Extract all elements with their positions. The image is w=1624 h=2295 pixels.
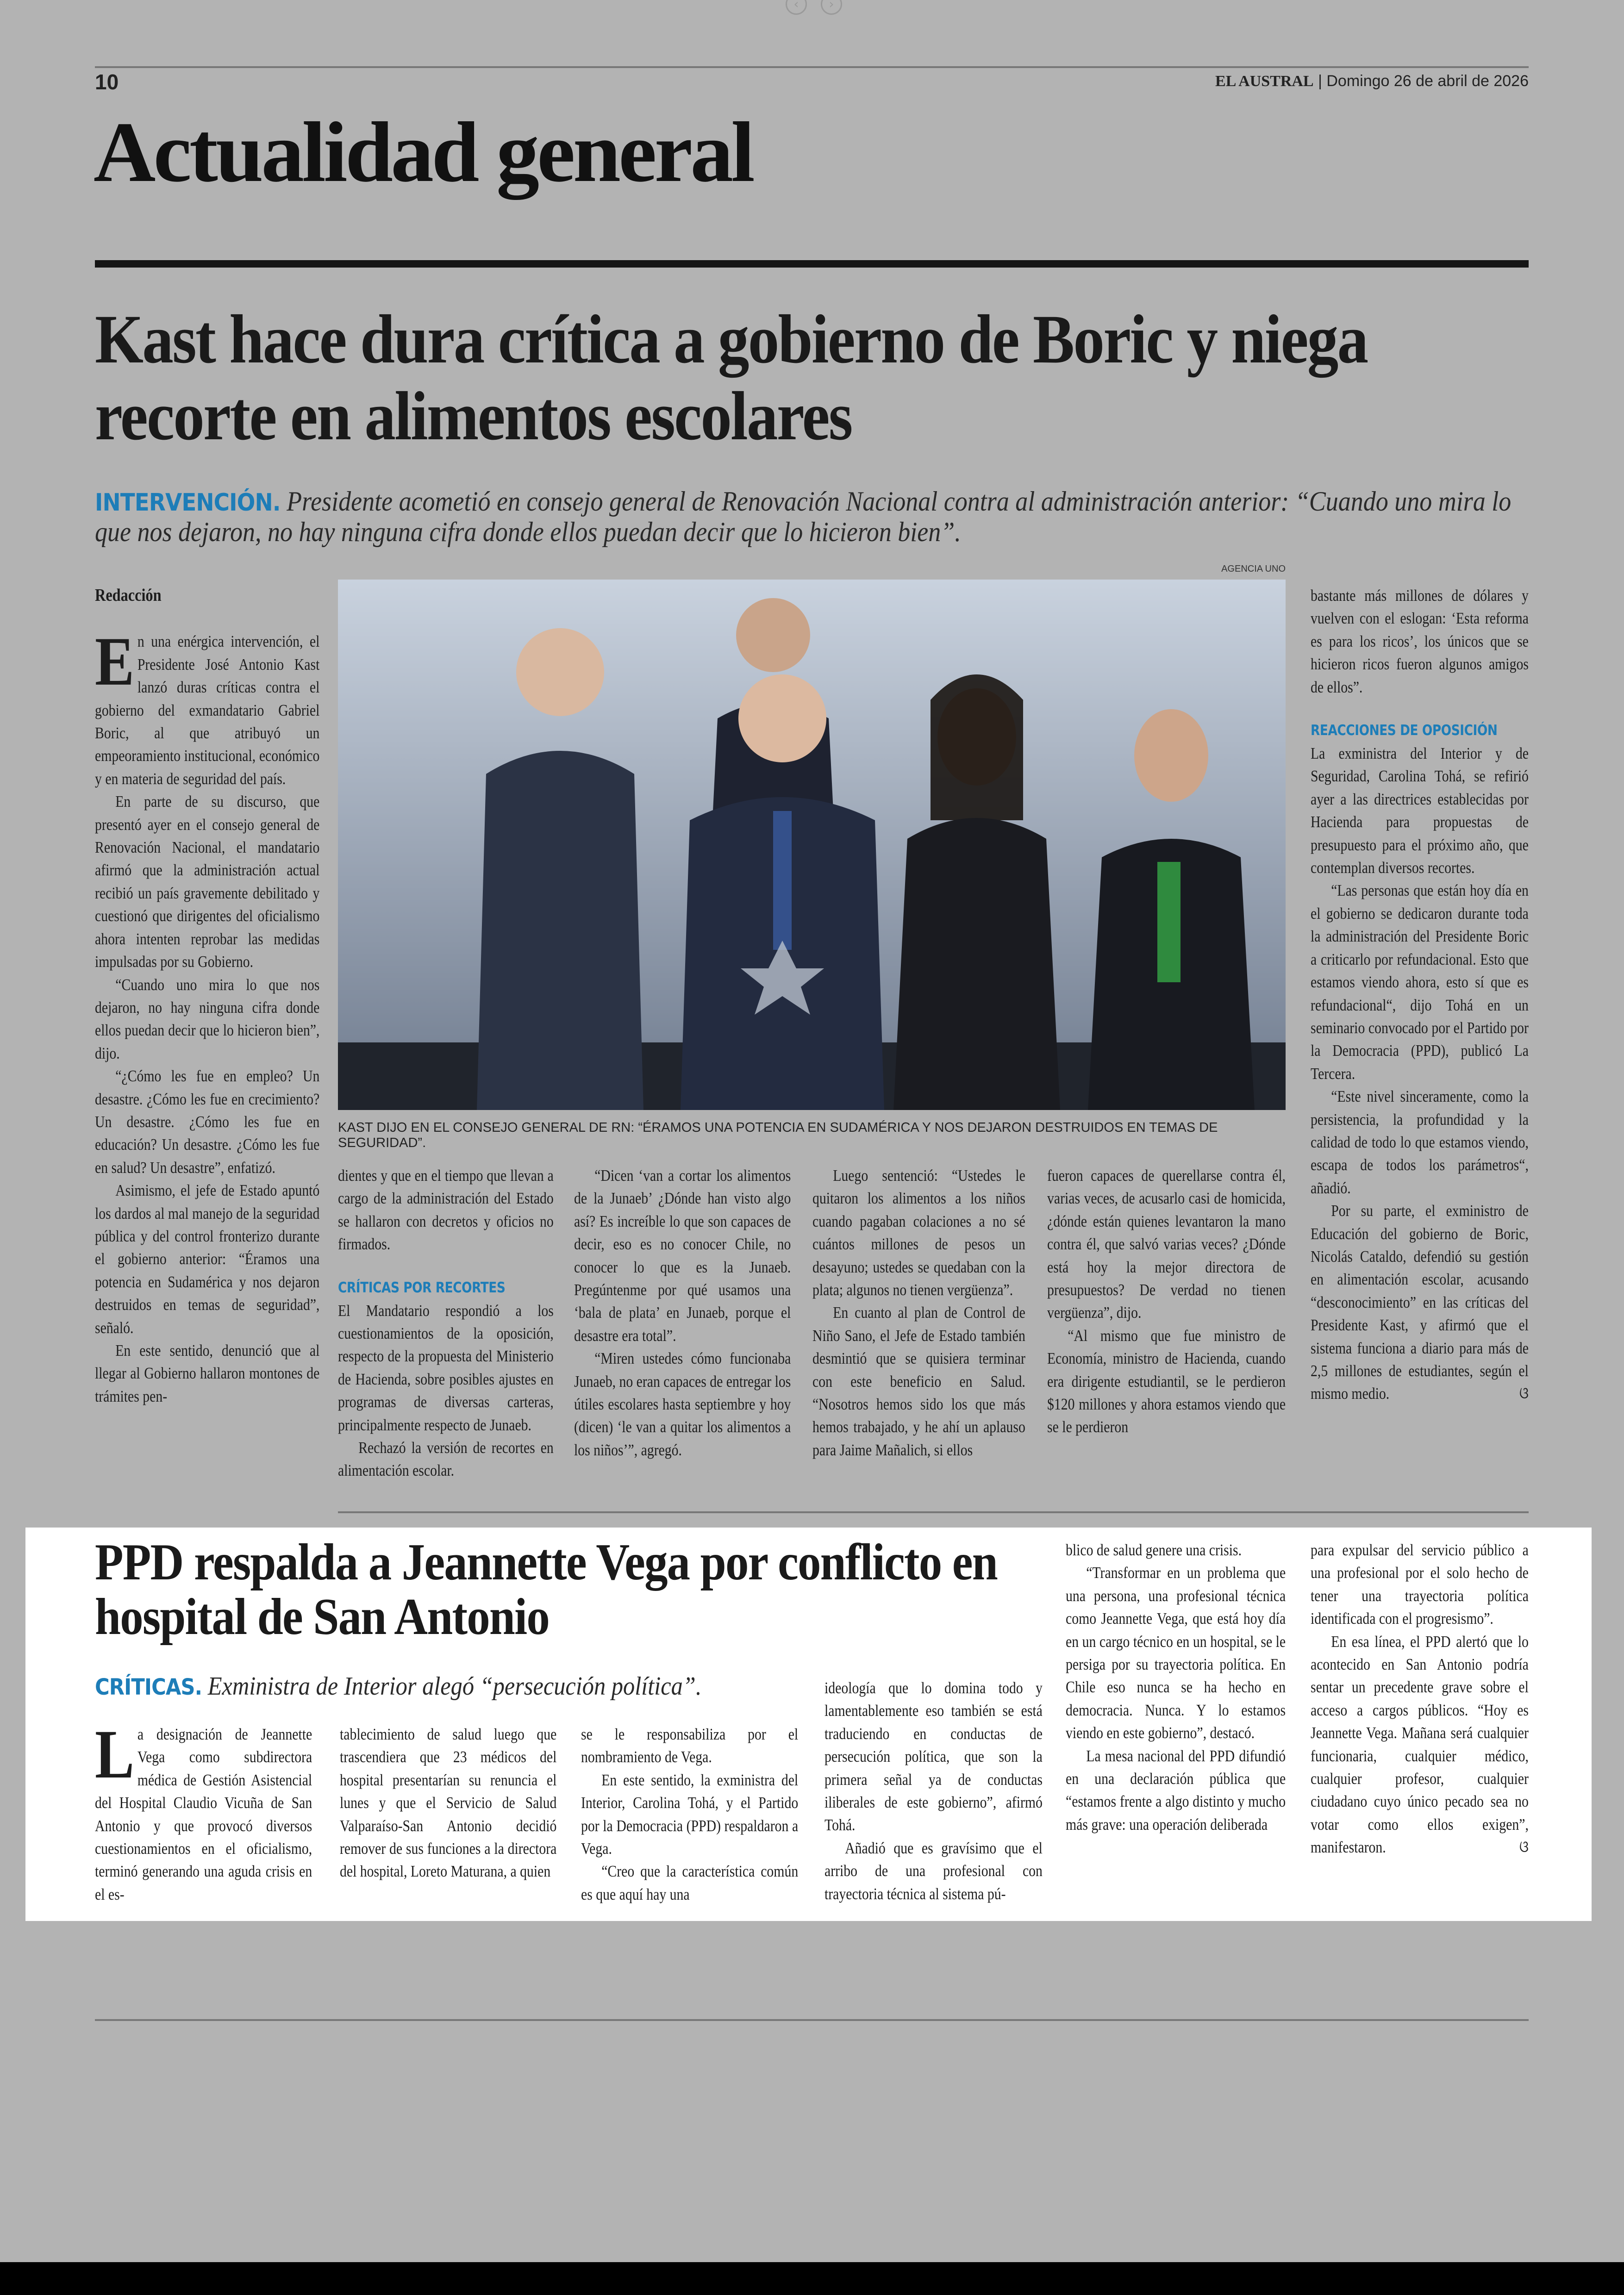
article2-column-3: [581, 1723, 798, 1906]
paragraph: [1311, 1630, 1529, 1859]
end-of-article-icon: ଓ: [1519, 1839, 1529, 1856]
paper-name: EL AUSTRAL: [1215, 73, 1314, 90]
paragraph: [1047, 1324, 1286, 1439]
paragraph-text: blico de salud genere una crisis.: [1066, 1541, 1242, 1559]
paragraph: [581, 1723, 798, 1769]
paragraph-text: Rechazó la versión de recortes en alimentación escolar.: [338, 1439, 554, 1480]
deck-kicker: INTERVENCIÓN.: [95, 489, 281, 517]
paragraph: [1311, 1085, 1529, 1199]
deck-text: Presidente acometió en consejo general de Renovación Nacional contra al administración anterior: “Cuando uno mira lo que nos dejaron, no hay ninguna cifra donde ellos puedan decir que lo hicieron bien”.: [95, 486, 1512, 547]
paragraph: [338, 1436, 554, 1482]
article1-column-4: [812, 1164, 1025, 1461]
viewer-bottom-bar: [0, 2262, 1624, 2295]
paragraph: [338, 1164, 554, 1256]
end-of-article-icon: ଓ: [1519, 1385, 1529, 1403]
drop-cap: E: [95, 623, 135, 700]
paragraph-text: En parte de su discurso, que presentó ayer en el consejo general de Renovación Nacional, el mandatario afirmó que la administración actual recibió un país gravemente debilitado y cuestionó que dirigentes del oficialismo ahora intenten reprobar las medidas impulsadas por su Gobierno.: [95, 792, 320, 971]
subheading: REACCIONES DE OPOSICIÓN: [1311, 722, 1498, 739]
paragraph-text: En este sentido, la exministra del Interior, Carolina Tohá, y el Partido por la Democracia (PPD) respaldaron a Vega.: [581, 1771, 799, 1858]
paragraph: [95, 1179, 319, 1339]
top-rule: [95, 66, 1529, 68]
paragraph-text: Luego sentenció: “Ustedes le quitaron los alimentos a los niños cuando pagaban colaciones a no sé cuántos millones de pesos un desayuno; ustedes se quedaban con la plata; algunos no tienen vergüenza”.: [812, 1166, 1025, 1299]
paragraph-text: La exministra del Interior y de Seguridad, Carolina Tohá, se refirió ayer a las directrices establecidas por Hacienda para propuestas de presupuesto para el próximo año, que contemplan diversos recortes.: [1311, 744, 1529, 877]
bottom-rule: [95, 2019, 1529, 2021]
article2-column-6: [1311, 1539, 1529, 1859]
paragraph: [1066, 1539, 1286, 1561]
paragraph-text: bastante más millones de dólares y vuelven con el eslogan: ‘Esta reforma es para los ricos’, los únicos que se hicieron ricos fueron algunos amigos de ellos”.: [1311, 586, 1529, 696]
article-deck: [95, 486, 1535, 547]
article2-deck: [95, 1671, 812, 1702]
section-title: Actualidad general: [94, 105, 753, 200]
subheading: CRÍTICAS POR RECORTES: [338, 1279, 506, 1296]
article2-column-2: [340, 1723, 556, 1883]
paragraph-text: El Mandatario respondió a los cuestionamientos de la oposición, respecto de la propuesta del Ministerio de Hacienda, sobre posibles ajustes en programas de diversas carteras, principalmente respecto de Junaeb.: [338, 1301, 554, 1434]
article2-headline: PPD respalda a Jeannette Vega por conflicto en hospital de San Antonio: [95, 1534, 997, 1646]
photo-caption: KAST DIJO EN EL CONSEJO GENERAL DE RN: “ÉRAMOS UNA POTENCIA EN SUDAMÉRICA Y NOS DEJARON DESTRUIDOS EN TEMAS DE SEGURIDAD”.: [338, 1120, 1218, 1150]
article1-column-3: [574, 1164, 791, 1461]
paragraph: [812, 1301, 1025, 1461]
paragraph: [812, 1164, 1025, 1301]
paragraph: [1311, 1539, 1529, 1630]
page-number: 10: [95, 70, 119, 94]
paragraph-text: ideología que lo domina todo y lamentablemente eso también se está traduciendo en conductas de persecución política, que son la primera señal ya de conductas iliberales de este gobierno”, afirmó Tohá.: [824, 1679, 1043, 1834]
paragraph-text: para expulsar del servicio público a una profesional por el solo hecho de tener una trayectoria política identificada con el progresismo”.: [1311, 1541, 1529, 1628]
paragraph: [1066, 1745, 1286, 1836]
paragraph-text: a designación de Jeannette Vega como subdirectora médica de Gestión Asistencial del Hospital Claudio Vicuña de San Antonio y que provocó diversos cuestionamientos en el oficialismo, terminó generando una aguda crisis en el es-: [95, 1725, 312, 1903]
article1-column-6: [1311, 584, 1529, 1405]
paragraph: [338, 1299, 554, 1436]
paragraph: [95, 623, 320, 790]
paragraph-text: “Dicen ‘van a cortar los alimentos de la Junaeb’ ¿Dónde han visto algo así? Es increíble lo que son capaces de decir, eso es no conocer Chile, no conocer lo que es la Junaeb. Pregúntenme por qué usamos una ‘bala de plata’ en Junaeb, porque el desastre era total”.: [574, 1166, 791, 1345]
paragraph: [95, 790, 319, 973]
article1-column-5: [1047, 1164, 1286, 1439]
paragraph-text: En cuanto al plan de Control de Niño Sano, el Jefe de Estado también desmintió que se quisiera terminar con este beneficio en Salud. “Nosotros hemos sido los que más hemos trabajado, y he ahí un aplauso para Jaime Mañalich, si ellos: [812, 1303, 1025, 1459]
paragraph: [340, 1723, 556, 1883]
byline: Redacción: [95, 586, 162, 605]
article-separator: [338, 1511, 1529, 1513]
article2-column-4: [824, 1677, 1043, 1905]
paragraph-text: n una enérgica intervención, el Presidente José Antonio Kast lanzó duras críticas contra el gobierno del exmandatario Gabriel Boric, al que atribuyó un empeoramiento institucional, económico y en materia de seguridad del país.: [95, 632, 320, 788]
paragraph-text: En este sentido, denunció que al llegar al Gobierno hallaron montones de trámites pen-: [95, 1341, 320, 1405]
prev-page-button[interactable]: ‹: [786, 0, 807, 15]
paragraph-text: dientes y que en el tiempo que llevan a cargo de la administración del Estado se hallaron con decretos y oficios no firmados.: [338, 1166, 554, 1254]
paragraph-text: “¿Cómo les fue en empleo? Un desastre. ¿Cómo les fue en crecimiento? Un desastre. ¿Cómo les fue en educación? Un desastre. ¿Cómo les fue en salud? Un desastre”, enfatizó.: [95, 1067, 320, 1177]
paragraph: [95, 973, 319, 1065]
paragraph: [574, 1347, 791, 1461]
paragraph: [1066, 1561, 1286, 1744]
paragraph: [581, 1860, 798, 1906]
article-photo: [338, 580, 1286, 1110]
paragraph-text: En esa línea, el PPD alertó que lo acontecido en San Antonio podría sentar un precedente grave sobre el acceso a cargos públicos. “Hoy es Jeannette Vega. Mañana será cualquier funcionaria, cualquier médico, cualquier profesor, cualquier ciudadano cuyo único pecado sea no votar como ellos exigen”, manifestaron.: [1311, 1632, 1529, 1857]
paragraph-text: “Al mismo que fue ministro de Economía, ministro de Hacienda, cuando era dirigente estudiantil, se le perdieron $120 millones y ahora estamos viendo que se le perdieron: [1047, 1326, 1286, 1436]
paragraph-text: “Miren ustedes cómo funcionaba Junaeb, no eran capaces de entregar los útiles escolares hasta septiembre y hoy (dicen) ‘le van a quitar los alimentos a los niños’”, agregó.: [574, 1349, 791, 1459]
paragraph-text: “Transformar en un problema que una persona, una profesional técnica como Jeannette Vega, que está hoy día en un cargo técnico en un hospital, se le persiga por su trayectoria política. En Chile eso nunca se ha hecho en democracia. Nunca. Y lo estamos viendo en este gobierno”, destacó.: [1066, 1564, 1286, 1742]
deck-text: Exministra de Interior alegó “persecución política”.: [207, 1672, 702, 1701]
paragraph: [95, 1339, 319, 1408]
paragraph: [824, 1677, 1043, 1837]
paragraph: [1311, 879, 1529, 1085]
issue-date: | Domingo 26 de abril de 2026: [1318, 72, 1529, 90]
article2-column-5: [1066, 1539, 1286, 1836]
paragraph-text: tablecimiento de salud luego que trascendiera que 23 médicos del hospital presentarían su renuncia el lunes y que el Servicio de Salud Valparaíso-San Antonio decidió remover de sus funciones a la directora del hospital, Loreto Maturana, a quien: [340, 1725, 557, 1881]
paragraph-text: “Cuando uno mira lo que nos dejaron, no hay ninguna cifra donde ellos puedan decir que lo hicieron bien”, dijo.: [95, 975, 320, 1062]
paragraph-text: Asimismo, el jefe de Estado apuntó los dardos al mal manejo de la seguridad pública y del control fronterizo durante el gobierno anterior: “Éramos una potencia en Sudamérica y nos dejaron destruidos en temas de seguridad”, señaló.: [95, 1181, 320, 1337]
photo-credit: AGENCIA UNO: [1221, 564, 1286, 574]
paragraph: [574, 1164, 791, 1347]
paragraph-text: fueron capaces de querellarse contra él, varias veces, de acusarlo casi de homicida, ¿dónde están quienes levantaron la mano contra él, que salvó varias veces? ¿Dónde está hoy la mejor directora de presupuestos? De verdad no tienen vergüenza”, dijo.: [1047, 1166, 1286, 1322]
next-page-button[interactable]: ›: [821, 0, 842, 15]
paragraph: [1047, 1164, 1286, 1324]
paragraph: [581, 1769, 798, 1860]
paragraph-text: “Este nivel sinceramente, como la persistencia, la profundidad y la calidad de todo lo que estamos viendo, escapa de todos los parámetros“, añadió.: [1311, 1087, 1529, 1197]
paragraph: [95, 1065, 319, 1179]
section-rule: [95, 260, 1529, 268]
article1-column-2: [338, 1164, 554, 1482]
deck-kicker: CRÍTICAS.: [95, 1674, 202, 1700]
paragraph-text: se le responsabiliza por el nombramiento de Vega.: [581, 1725, 799, 1766]
paragraph-text: “Las personas que están hoy día en el gobierno se dedicaron durante toda la administración del Presidente Boric a criticarlo por refundacional. Esto que estamos viendo ahora, esto sí que es refundacional“, dijo Tohá en un seminario convocado por el Partido por la Democracia (PPD), publicó La Tercera.: [1311, 881, 1529, 1083]
paragraph: [1311, 1199, 1529, 1405]
drop-cap: L: [95, 1716, 135, 1793]
paragraph-text: Añadió que es gravísimo que el arribo de una profesional con trayectoria técnica al sistema pú-: [824, 1839, 1043, 1903]
article-headline: Kast hace dura crítica a gobierno de Boric y niega recorte en alimentos escolares: [95, 301, 1368, 455]
paragraph: [1311, 584, 1529, 698]
article2-column-1: [95, 1716, 312, 1906]
paragraph: [1311, 742, 1529, 879]
paragraph: [95, 1716, 312, 1906]
paragraph-text: Por su parte, el exministro de Educación del gobierno de Boric, Nicolás Cataldo, defendió su gestión en alimentación escolar, acusando “desconocimiento” en las críticas del Presidente Kast, y afirmó que el sistema funciona a diario para más de 2,5 millones de estudiantes, según el mismo medio.: [1311, 1202, 1529, 1403]
paragraph-text: “Creo que la característica común es que aquí hay una: [581, 1862, 799, 1903]
masthead: [1215, 72, 1529, 90]
paragraph: [824, 1837, 1043, 1905]
article1-column-1: [95, 584, 319, 1408]
paragraph-text: La mesa nacional del PPD difundió en una declaración pública que “estamos frente a algo distinto y mucho más grave: una operación deliberada: [1066, 1746, 1286, 1834]
